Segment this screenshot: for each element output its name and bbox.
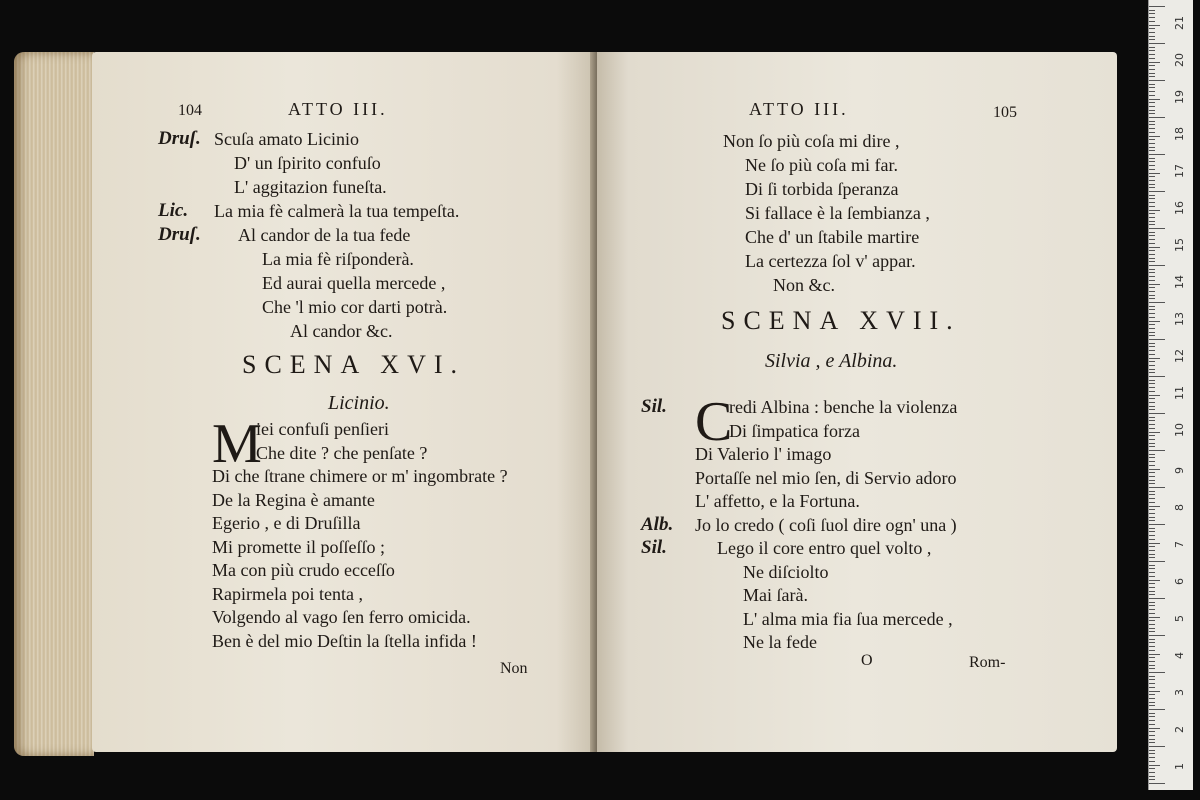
verse-line: Di che ſtrane chimere or m' ingombrate ? (212, 466, 508, 486)
ruler-tick (1149, 602, 1155, 603)
ruler-tick (1149, 432, 1160, 433)
scene-characters: Silvia , e Albina. (765, 350, 898, 372)
ruler-tick (1149, 757, 1155, 758)
running-head: ATTO III. (749, 99, 849, 119)
ruler-tick (1149, 187, 1155, 188)
verse-line: La mia fè riſponderà. (262, 249, 414, 269)
ruler-tick (1149, 776, 1155, 777)
ruler-tick (1149, 224, 1155, 225)
verse-line: D' un ſpirito confuſo (234, 153, 381, 173)
ruler-tick (1149, 635, 1165, 636)
ruler-tick (1149, 476, 1155, 477)
ruler-number: 11 (1173, 386, 1186, 400)
ruler-tick (1149, 687, 1155, 688)
ruler-tick (1149, 524, 1165, 525)
ruler-tick (1149, 136, 1160, 137)
ruler-tick (1149, 324, 1155, 325)
ruler-tick (1149, 239, 1155, 240)
ruler-tick (1149, 691, 1160, 692)
ruler-number: 12 (1173, 349, 1186, 363)
verse-line: Di Valerio l' imago (695, 444, 832, 464)
ruler-tick (1149, 332, 1155, 333)
ruler-tick (1149, 210, 1160, 211)
ruler-tick (1149, 117, 1165, 118)
ruler-tick (1149, 702, 1155, 703)
signature-mark: O (861, 652, 873, 669)
ruler-tick (1149, 506, 1160, 507)
ruler-tick (1149, 679, 1155, 680)
speaker-label: Sil. (641, 537, 667, 558)
right-page (597, 52, 1117, 752)
ruler-tick (1149, 291, 1155, 292)
ruler-tick (1149, 265, 1165, 266)
ruler-tick (1149, 735, 1155, 736)
ruler-tick (1149, 21, 1155, 22)
ruler-tick (1149, 783, 1165, 784)
verse-line: Mai ſarà. (743, 585, 808, 605)
ruler-tick (1149, 661, 1155, 662)
ruler-tick (1149, 550, 1155, 551)
ruler-tick (1149, 620, 1155, 621)
ruler-tick (1149, 642, 1155, 643)
ruler-number: 3 (1173, 689, 1186, 696)
ruler-tick (1149, 50, 1155, 51)
ruler-tick (1149, 28, 1155, 29)
ruler-tick (1149, 668, 1155, 669)
speaker-label: Lic. (158, 200, 189, 221)
ruler-tick (1149, 450, 1165, 451)
ruler-tick (1149, 124, 1155, 125)
ruler-tick (1149, 609, 1155, 610)
ruler-tick (1149, 121, 1155, 122)
ruler-number: 18 (1173, 127, 1186, 141)
ruler-tick (1149, 154, 1165, 155)
left-page (92, 52, 597, 752)
verse-line: Jo lo credo ( coſi ſuol dire ogn' una ) (695, 514, 957, 535)
ruler-tick (1149, 391, 1155, 392)
ruler-number: 16 (1173, 201, 1186, 215)
verse-line: La mia fè calmerà la tua tempeſta. (214, 201, 460, 221)
ruler-tick (1149, 47, 1155, 48)
verse-line: Mi promette il poſſeſſo ; (212, 536, 385, 557)
ruler-number: 17 (1173, 164, 1186, 178)
ruler-number: 21 (1173, 16, 1186, 30)
ruler-tick (1149, 317, 1155, 318)
ruler-tick (1149, 469, 1160, 470)
verse-line: De la Regina è amante (212, 489, 375, 510)
ruler-tick (1149, 110, 1155, 111)
ruler-tick (1149, 247, 1160, 248)
ruler-tick (1149, 280, 1155, 281)
ruler-tick (1149, 546, 1155, 547)
ruler-tick (1149, 106, 1155, 107)
ruler-tick (1149, 535, 1155, 536)
ruler-tick (1149, 147, 1155, 148)
ruler-tick (1149, 365, 1155, 366)
ruler-number: 9 (1173, 467, 1186, 474)
ruler-tick (1149, 413, 1165, 414)
ruler-tick (1149, 235, 1155, 236)
ruler-tick (1149, 713, 1155, 714)
ruler-tick (1149, 705, 1155, 706)
ruler-tick (1149, 376, 1165, 377)
ruler-tick (1149, 591, 1155, 592)
ruler-tick (1149, 561, 1165, 562)
ruler-tick (1149, 91, 1155, 92)
verse-line: Non ſo più coſa mi dire , (723, 131, 900, 151)
ruler-tick (1149, 420, 1155, 421)
verse-line: Egerio , e di Druſilla (212, 513, 361, 533)
ruler-tick (1149, 95, 1155, 96)
speaker-label: Alb. (641, 513, 674, 535)
ruler-tick (1149, 517, 1155, 518)
drop-cap: C (695, 391, 733, 453)
ruler-tick (1149, 132, 1155, 133)
scene-title: SCENA XVI. (242, 350, 466, 379)
ruler-tick (1149, 58, 1155, 59)
ruler-tick (1149, 161, 1155, 162)
ruler-number: 20 (1173, 53, 1186, 67)
verse-line: Lego il core entro quel volto , (717, 538, 932, 558)
verse-line: Rapirmela poi tenta , (212, 583, 363, 604)
ruler-tick (1149, 232, 1155, 233)
ruler-tick (1149, 617, 1160, 618)
ruler-tick (1149, 213, 1155, 214)
ruler-tick (1149, 483, 1155, 484)
ruler-tick (1149, 509, 1155, 510)
ruler-tick (1149, 343, 1155, 344)
ruler-tick (1149, 350, 1155, 351)
ruler-tick (1149, 709, 1165, 710)
ruler-tick (1149, 742, 1155, 743)
ruler-tick (1149, 32, 1155, 33)
ruler-tick (1149, 494, 1155, 495)
ruler-tick (1149, 424, 1155, 425)
ruler-tick (1149, 428, 1155, 429)
ruler-tick (1149, 354, 1155, 355)
ruler-tick (1149, 261, 1155, 262)
ruler-tick (1149, 383, 1155, 384)
ruler-tick (1149, 587, 1155, 588)
ruler-tick (1149, 272, 1155, 273)
ruler-tick (1149, 554, 1155, 555)
ruler-tick (1149, 746, 1165, 747)
ruler-tick (1149, 65, 1155, 66)
ruler-tick (1149, 520, 1155, 521)
ruler-tick (1149, 598, 1165, 599)
ruler-tick (1149, 54, 1155, 55)
ruler-tick (1149, 454, 1155, 455)
verse-line: Non &c. (773, 275, 835, 295)
ruler-tick (1149, 543, 1160, 544)
drop-cap: M (212, 413, 262, 475)
ruler-tick (1149, 761, 1155, 762)
ruler-tick (1149, 321, 1160, 322)
verse-line: iei confuſi penſieri (256, 419, 389, 439)
ruler-tick (1149, 724, 1155, 725)
ruler-tick (1149, 258, 1155, 259)
ruler-tick (1149, 565, 1155, 566)
ruler-tick (1149, 583, 1155, 584)
ruler-tick (1149, 557, 1155, 558)
running-head: ATTO III. (288, 99, 388, 119)
ruler-tick (1149, 572, 1155, 573)
ruler-tick (1149, 202, 1155, 203)
ruler-tick (1149, 206, 1155, 207)
ruler-tick (1149, 406, 1155, 407)
ruler-tick (1149, 43, 1165, 44)
ruler-tick (1149, 498, 1155, 499)
ruler-tick (1149, 25, 1160, 26)
scene-character: Licinio. (328, 392, 390, 414)
ruler-tick (1149, 339, 1165, 340)
ruler-tick (1149, 269, 1155, 270)
ruler-tick (1149, 6, 1165, 7)
ruler-number: 6 (1173, 578, 1186, 585)
verse-line: Ben è del mio Deſtin la ſtella infida ! (212, 630, 477, 651)
ruler-tick (1149, 73, 1155, 74)
ruler-tick (1149, 99, 1160, 100)
ruler-tick (1149, 646, 1155, 647)
ruler-tick (1149, 457, 1155, 458)
ruler-tick (1149, 128, 1155, 129)
measuring-ruler (1148, 0, 1193, 790)
ruler-number: 5 (1173, 615, 1186, 622)
ruler-tick (1149, 624, 1155, 625)
ruler-tick (1149, 180, 1155, 181)
ruler-tick (1149, 665, 1155, 666)
ruler-tick (1149, 309, 1155, 310)
ruler-tick (1149, 539, 1155, 540)
ruler-tick (1149, 728, 1160, 729)
ruler-tick (1149, 461, 1155, 462)
verse-line: Ma con più crudo ecceſſo (212, 560, 395, 580)
verse-line: L' alma mia fia ſua mercede , (743, 608, 953, 629)
ruler-tick (1149, 346, 1155, 347)
ruler-tick (1149, 739, 1155, 740)
ruler-tick (1149, 39, 1155, 40)
ruler-number: 10 (1173, 423, 1186, 437)
ruler-tick (1149, 513, 1155, 514)
ruler-tick (1149, 487, 1165, 488)
ruler-tick (1149, 395, 1160, 396)
ruler-number: 1 (1173, 763, 1186, 770)
ruler-tick (1149, 768, 1155, 769)
ruler-tick (1149, 302, 1165, 303)
ruler-tick (1149, 228, 1165, 229)
ruler-tick (1149, 694, 1155, 695)
ruler-tick (1149, 221, 1155, 222)
catchword: Non (500, 660, 528, 677)
ruler-tick (1149, 313, 1155, 314)
ruler-tick (1149, 720, 1155, 721)
ruler-tick (1149, 150, 1155, 151)
ruler-tick (1149, 361, 1155, 362)
ruler-tick (1149, 217, 1155, 218)
verse-line: L' affetto, e la Fortuna. (695, 491, 860, 511)
ruler-tick (1149, 380, 1155, 381)
ruler-tick (1149, 143, 1155, 144)
ruler-tick (1149, 184, 1155, 185)
ruler-tick (1149, 417, 1155, 418)
ruler-tick (1149, 639, 1155, 640)
ruler-tick (1149, 779, 1155, 780)
ruler-tick (1149, 335, 1155, 336)
ruler-number: 13 (1173, 312, 1186, 326)
ruler-tick (1149, 10, 1155, 11)
ruler-tick (1149, 750, 1155, 751)
ruler-number: 14 (1173, 275, 1186, 289)
speaker-label: Sil. (641, 396, 667, 417)
verse-line: Ne diſciolto (743, 561, 829, 582)
ruler-tick (1149, 576, 1155, 577)
ruler-tick (1149, 439, 1155, 440)
verse-line: redi Albina : benche la violenza (729, 397, 958, 417)
verse-line: Portaſſe nel mio ſen, di Servio adoro (695, 467, 957, 488)
ruler-tick (1149, 169, 1155, 170)
verse-line: Al candor &c. (290, 321, 393, 341)
ruler-tick (1149, 409, 1155, 410)
ruler-number: 7 (1173, 541, 1186, 548)
verse-line: L' aggitazion funeſta. (234, 177, 387, 197)
ruler-tick (1149, 398, 1155, 399)
ruler-tick (1149, 306, 1155, 307)
ruler-tick (1149, 87, 1155, 88)
ruler-tick (1149, 165, 1155, 166)
ruler-tick (1149, 650, 1155, 651)
ruler-tick (1149, 753, 1155, 754)
ruler-tick (1149, 328, 1155, 329)
ruler-tick (1149, 84, 1155, 85)
verse-line: Ne la fede (743, 632, 817, 652)
ruler-tick (1149, 613, 1155, 614)
ruler-tick (1149, 480, 1155, 481)
ruler-tick (1149, 195, 1155, 196)
verse-line: Di ſimpatica forza (729, 420, 860, 441)
verse-line: Volgendo al vago ſen ferro omicida. (212, 607, 471, 627)
ruler-tick (1149, 36, 1155, 37)
ruler-tick (1149, 605, 1155, 606)
ruler-tick (1149, 80, 1165, 81)
ruler-tick (1149, 17, 1155, 18)
verse-line: Ed aurai quella mercede , (262, 273, 446, 293)
verse-line: La certezza ſol v' appar. (745, 251, 916, 271)
ruler-tick (1149, 358, 1160, 359)
ruler-tick (1149, 465, 1155, 466)
ruler-tick (1149, 243, 1155, 244)
ruler-tick (1149, 580, 1160, 581)
ruler-tick (1149, 173, 1160, 174)
ruler-tick (1149, 250, 1155, 251)
ruler-tick (1149, 102, 1155, 103)
verse-line: Si fallace è la ſembianza , (745, 203, 930, 223)
ruler-tick (1149, 191, 1165, 192)
ruler-tick (1149, 472, 1155, 473)
ruler-number: 8 (1173, 504, 1186, 511)
page-number: 104 (178, 102, 202, 119)
ruler-tick (1149, 654, 1160, 655)
ruler-tick (1149, 672, 1165, 673)
ruler-number: 15 (1173, 238, 1186, 252)
ruler-number: 2 (1173, 726, 1186, 733)
ruler-tick (1149, 287, 1155, 288)
ruler-tick (1149, 531, 1155, 532)
speaker-label: Druſ. (158, 224, 201, 245)
ruler-tick (1149, 657, 1155, 658)
ruler-tick (1149, 446, 1155, 447)
book-edges (14, 52, 94, 756)
ruler-tick (1149, 528, 1155, 529)
ruler-tick (1149, 568, 1155, 569)
ruler-tick (1149, 295, 1155, 296)
ruler-tick (1149, 139, 1155, 140)
ruler-tick (1149, 628, 1155, 629)
ruler-tick (1149, 298, 1155, 299)
ruler-tick (1149, 176, 1155, 177)
ruler-tick (1149, 676, 1155, 677)
ruler-tick (1149, 698, 1155, 699)
ruler-tick (1149, 683, 1155, 684)
ruler-tick (1149, 631, 1155, 632)
ruler-tick (1149, 198, 1155, 199)
ruler-tick (1149, 731, 1155, 732)
ruler-tick (1149, 594, 1155, 595)
ruler-number: 4 (1173, 652, 1186, 659)
ruler-tick (1149, 716, 1155, 717)
ruler-tick (1149, 443, 1155, 444)
ruler-tick (1149, 13, 1155, 14)
ruler-tick (1149, 69, 1155, 70)
ruler-tick (1149, 276, 1155, 277)
ruler-tick (1149, 435, 1155, 436)
page-number: 105 (993, 104, 1017, 121)
ruler-tick (1149, 502, 1155, 503)
ruler-tick (1149, 491, 1155, 492)
ruler-tick (1149, 402, 1155, 403)
ruler-tick (1149, 372, 1155, 373)
verse-line: Che d' un ſtabile martire (745, 227, 920, 247)
scene-title: SCENA XVII. (721, 306, 961, 335)
catchword: Rom- (969, 654, 1006, 671)
verse-line: Scuſa amato Licinio (214, 129, 359, 149)
ruler-tick (1149, 113, 1155, 114)
speaker-label: Druſ. (158, 128, 201, 149)
ruler-tick (1149, 772, 1155, 773)
ruler-number: 19 (1173, 90, 1186, 104)
verse-line: Ne ſo più coſa mi far. (745, 155, 898, 175)
verse-line: Al candor de la tua fede (238, 225, 411, 245)
ruler-tick (1149, 62, 1160, 63)
verse-line: Che dite ? che penſate ? (256, 442, 428, 463)
ruler-tick (1149, 765, 1160, 766)
ruler-tick (1149, 369, 1155, 370)
ruler-tick (1149, 254, 1155, 255)
verse-line: Di ſi torbida ſperanza (745, 179, 899, 199)
ruler-tick (1149, 284, 1160, 285)
verse-line: Che 'l mio cor darti potrà. (262, 297, 448, 317)
ruler-tick (1149, 76, 1155, 77)
ruler-tick (1149, 158, 1155, 159)
ruler-tick (1149, 387, 1155, 388)
